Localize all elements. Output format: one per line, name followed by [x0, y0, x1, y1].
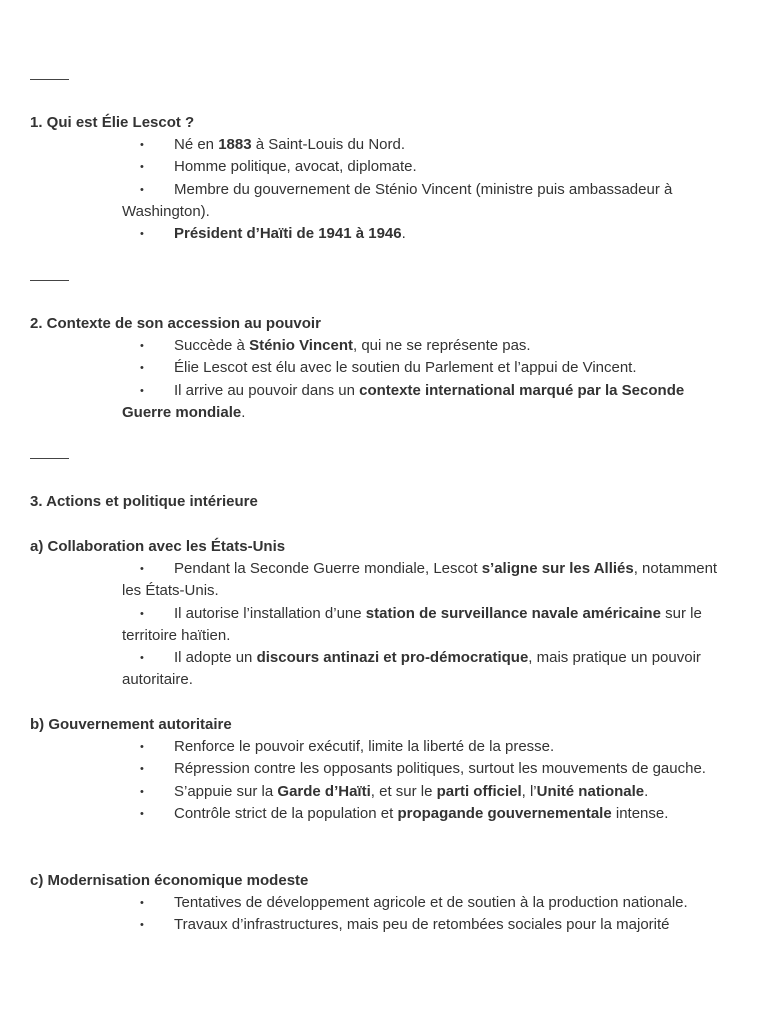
- bold-text: propagande gouvernementale: [397, 804, 612, 822]
- subsection-a-list: [122, 558, 732, 692]
- list-item: [122, 781, 732, 803]
- text-run: Il arrive au pouvoir dans un: [174, 381, 360, 399]
- section-1-heading: 1. Qui est Élie Lescot ?: [30, 114, 195, 131]
- list-item: [122, 603, 732, 648]
- subsection-b-list: [122, 736, 732, 825]
- bold-text: s’aligne sur les Alliés: [481, 560, 634, 577]
- subsection-c-heading: c) Modernisation économique modeste: [30, 872, 309, 889]
- bullet-icon: •: [140, 161, 144, 174]
- list-item: [122, 803, 732, 825]
- text-run: Succède à: [174, 337, 250, 354]
- subsection-c-list: [122, 892, 732, 937]
- subsection-b-heading: b) Gouvernement autoritaire: [30, 716, 232, 733]
- bullet-icon: •: [140, 607, 144, 620]
- text-run: , et sur le: [370, 782, 437, 800]
- text-run: intense.: [611, 804, 669, 822]
- text-run: Il adopte un: [174, 649, 257, 667]
- section-divider: [30, 280, 69, 281]
- text-run: Contrôle strict de la population et: [174, 804, 398, 822]
- list-item: [122, 892, 732, 914]
- bold-text: Unité nationale: [536, 782, 645, 800]
- text-run: , l’: [521, 782, 537, 800]
- subsection-a-heading: a) Collaboration avec les États-Unis: [30, 538, 286, 555]
- section-divider: [30, 79, 69, 80]
- text-run: , qui ne se représente pas.: [352, 337, 531, 354]
- list-item: [122, 335, 732, 357]
- list-item: [122, 914, 732, 936]
- bold-text: parti officiel: [436, 782, 522, 800]
- bold-text: station de surveillance navale américaine: [365, 604, 661, 622]
- bullet-icon: •: [140, 384, 144, 397]
- text-run: Membre du gouvernement de Sténio Vincent (ministre puis ambassadeur à Washington).: [122, 180, 673, 220]
- text-run: Né en: [174, 136, 219, 153]
- text-run: Travaux d’infrastructures, mais peu de retombées sociales pour la majorité: [174, 916, 670, 934]
- list-item: [122, 179, 732, 224]
- text-run: Homme politique, avocat, diplomate.: [174, 158, 417, 176]
- text-run: , notamment les États-Unis.: [122, 560, 718, 600]
- list-item: [122, 647, 732, 692]
- section-2-heading: 2. Contexte de son accession au pouvoir: [30, 315, 321, 332]
- section-3-heading: 3. Actions et politique intérieure: [30, 493, 258, 510]
- section-2-list: [122, 335, 732, 424]
- text-run: .: [241, 403, 246, 421]
- text-run: Tentatives de développement agricole et de soutien à la production nationale.: [174, 894, 688, 911]
- bold-text: Sténio Vincent: [249, 337, 353, 354]
- bullet-icon: •: [140, 228, 144, 241]
- list-item: [122, 736, 732, 758]
- bullet-icon: •: [140, 919, 144, 932]
- text-run: , mais pratique un pouvoir autoritaire.: [122, 649, 701, 689]
- bullet-icon: •: [140, 183, 144, 196]
- bullet-icon: •: [140, 652, 144, 665]
- section-1-list: [122, 134, 732, 245]
- text-run: .: [644, 782, 649, 800]
- text-run: Pendant la Seconde Guerre mondiale, Lescot: [174, 560, 482, 577]
- list-item: [122, 357, 732, 379]
- list-item: [122, 134, 732, 156]
- bold-text: 1883: [218, 136, 252, 153]
- bold-text: contexte international marqué par la Seconde Guerre mondiale: [122, 381, 685, 421]
- text-run: Répression contre les opposants politiques, surtout les mouvements de gauche.: [174, 760, 706, 778]
- bullet-icon: •: [140, 741, 144, 753]
- bullet-icon: •: [140, 139, 144, 151]
- text-run: à Saint-Louis du Nord.: [251, 136, 405, 153]
- text-run: .: [401, 225, 406, 243]
- bullet-icon: •: [140, 362, 144, 375]
- bullet-icon: •: [140, 785, 144, 798]
- section-divider: [30, 458, 69, 459]
- bullet-icon: •: [140, 340, 144, 352]
- list-item: [122, 223, 732, 245]
- bullet-icon: •: [140, 763, 144, 776]
- text-run: sur le territoire haïtien.: [122, 604, 702, 644]
- text-run: Il autorise l’installation d’une: [174, 604, 366, 622]
- bold-text: Président d’Haïti de 1941 à 1946: [174, 225, 402, 243]
- text-run: Renforce le pouvoir exécutif, limite la liberté de la presse.: [174, 738, 555, 755]
- bullet-icon: •: [140, 897, 144, 909]
- list-item: [122, 558, 732, 603]
- text-run: Élie Lescot est élu avec le soutien du Parlement et l’appui de Vincent.: [174, 359, 637, 377]
- list-item: [122, 758, 732, 780]
- bold-text: discours antinazi et pro-démocratique: [256, 649, 529, 667]
- bold-text: Garde d’Haïti: [277, 782, 371, 800]
- list-item: [122, 156, 732, 178]
- bullet-icon: •: [140, 807, 144, 820]
- text-run: S’appuie sur la: [174, 782, 278, 800]
- list-item: [122, 380, 732, 425]
- bullet-icon: •: [140, 563, 144, 575]
